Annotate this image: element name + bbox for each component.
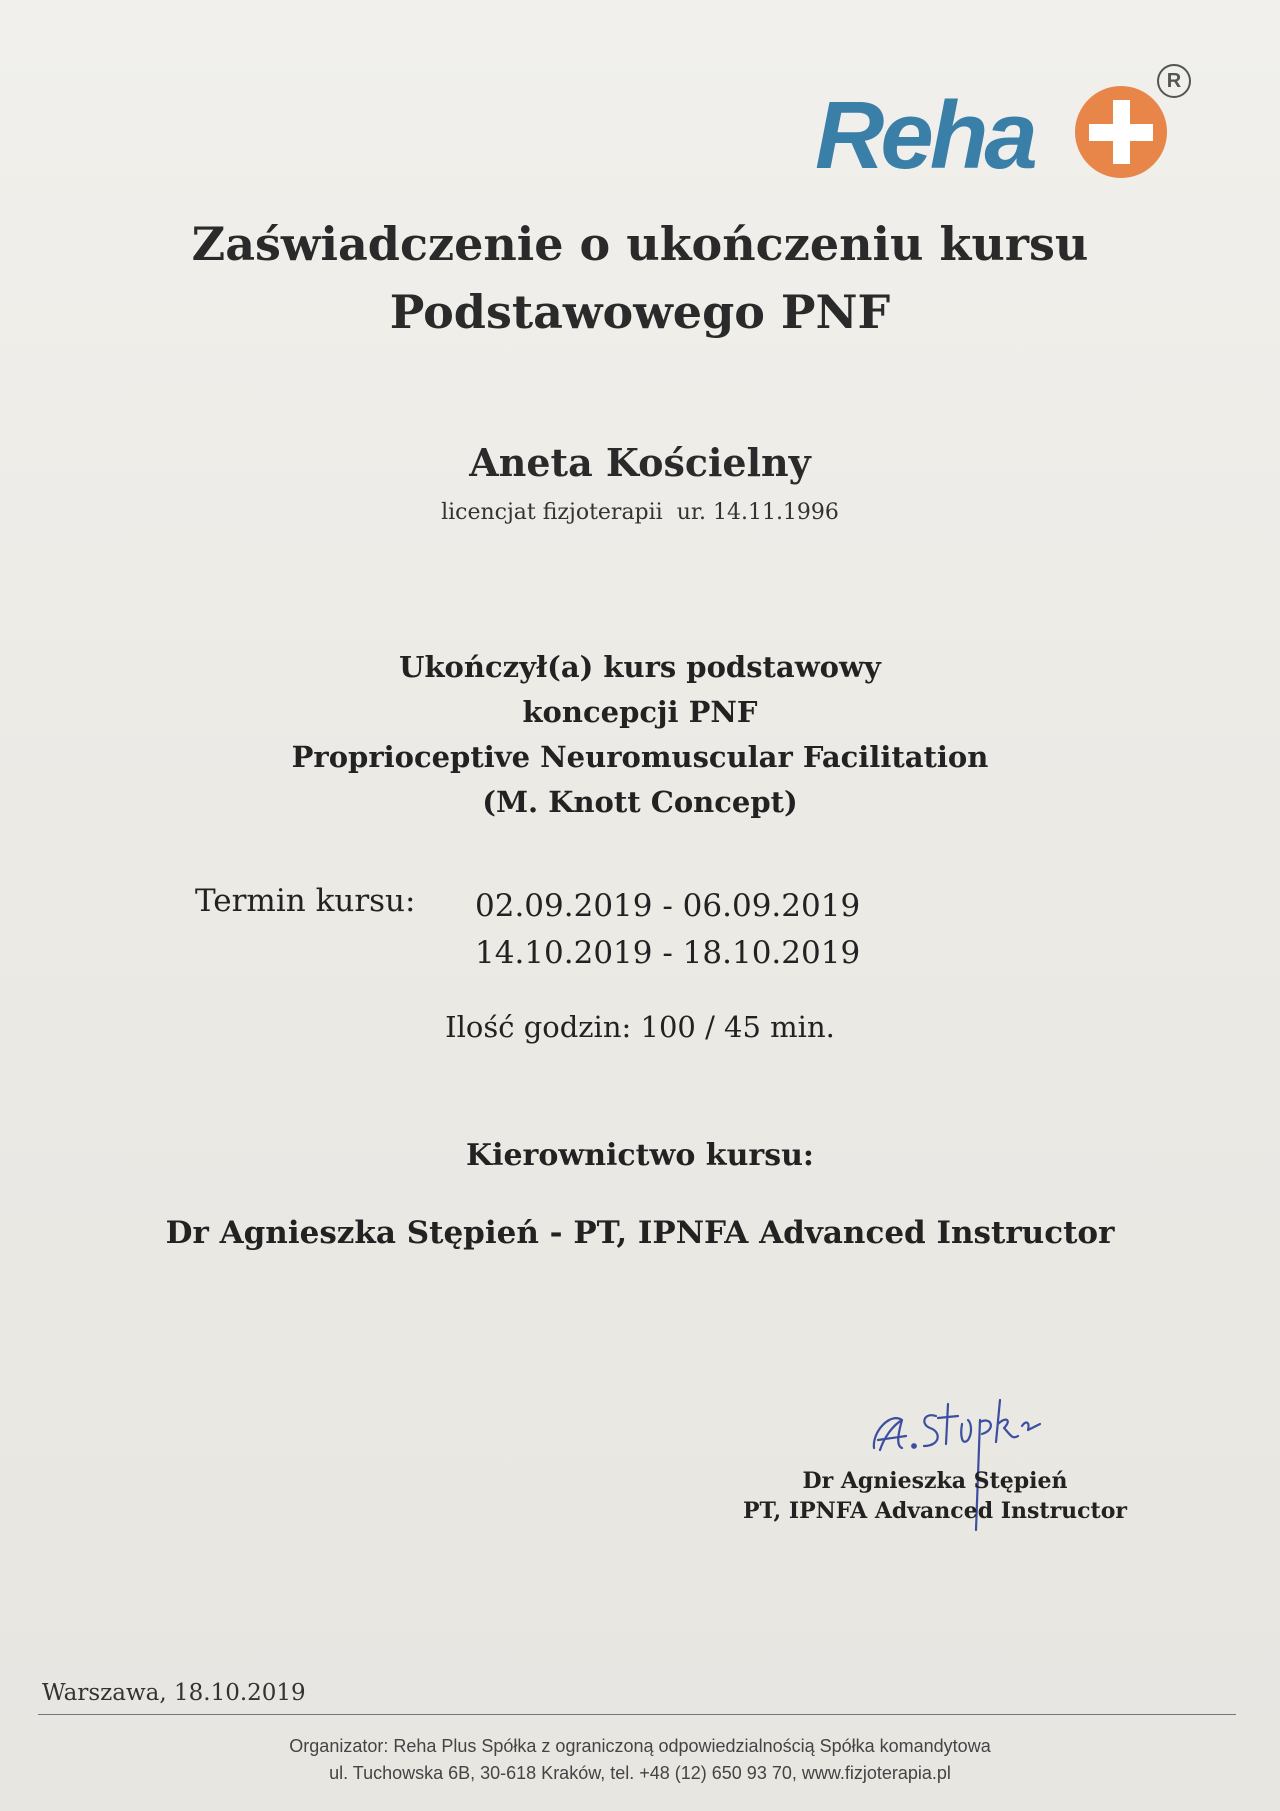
leadership-name: Dr Agnieszka Stępień - PT, IPNFA Advanced Instructor: [165, 1215, 1115, 1251]
title-line: Zaświadczenie o ukończeniu kursu: [191, 217, 1089, 271]
footer-divider: [38, 1714, 1236, 1715]
course-line: (M. Knott Concept): [482, 785, 798, 819]
place-and-date: Warszawa, 18.10.2019: [42, 1680, 306, 1706]
leadership-label: Kierownictwo kursu:: [466, 1138, 814, 1173]
reha-plus-logo: [815, 70, 1195, 190]
term-label: Termin kursu:: [195, 883, 416, 919]
course-line: Ukończył(a) kurs podstawowy: [399, 650, 881, 684]
registered-trademark-icon: R: [1157, 64, 1191, 98]
title-line: Podstawowego PNF: [389, 285, 891, 339]
course-description: [0, 645, 1280, 825]
course-line: koncepcji PNF: [522, 695, 758, 729]
plus-icon: [1075, 86, 1167, 178]
recipient-degree: licencjat fizjoterapii ur. 14.11.1996: [441, 500, 839, 525]
recipient-name: Aneta Kościelny: [469, 440, 811, 485]
term-date-range: 14.10.2019 - 18.10.2019: [475, 935, 861, 971]
term-date-range: 02.09.2019 - 06.09.2019: [475, 888, 861, 924]
footer-line: ul. Tuchowska 6B, 30-618 Kraków, tel. +48 (12) 650 93 70, www.fizjoterapia.pl: [329, 1763, 951, 1783]
footer-line: Organizator: Reha Plus Spółka z ograniczoną odpowiedzialnością Spółka komandytowa: [289, 1736, 991, 1756]
signatory: [700, 1466, 1170, 1526]
signatory-name: Dr Agnieszka Stępień: [802, 1468, 1068, 1494]
course-hours: Ilość godzin: 100 / 45 min.: [445, 1010, 835, 1044]
organizer-footer: [0, 1733, 1280, 1787]
signatory-role: PT, IPNFA Advanced Instructor: [743, 1498, 1127, 1524]
logo-wordmark: Reha: [815, 82, 1034, 189]
term-dates: [475, 883, 860, 977]
course-line: Proprioceptive Neuromuscular Facilitation: [291, 740, 989, 774]
certificate-title: [0, 210, 1280, 346]
